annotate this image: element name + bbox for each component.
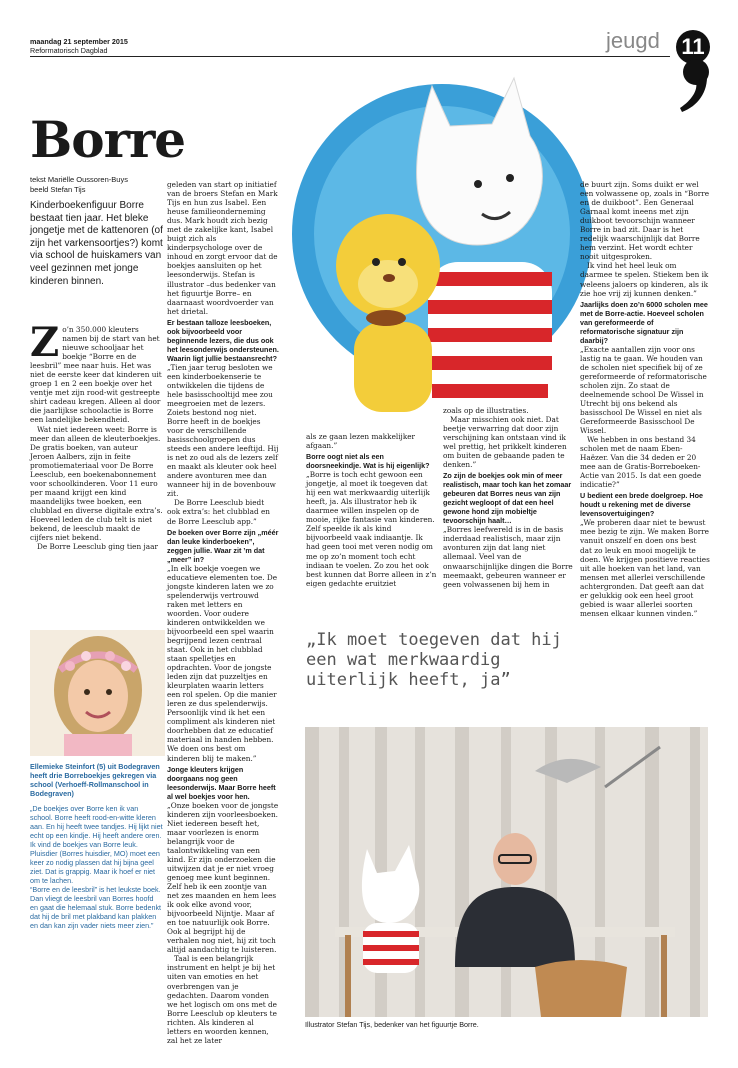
publication-date: maandag 21 september 2015 bbox=[30, 37, 128, 46]
interview-question: Er bestaan talloze leesboeken, ook bijvoorbeeld voor beginnende lezers, die dus ook het leesonderwijs ondersteunen. Waarin ligt jullie bestaansrecht? bbox=[167, 317, 279, 363]
child-quote: „De boekjes over Borre ken ik van school. Borre heeft rood-en-witte kleren aan. En hij heeft twee tandjes. Hij lijkt niet echt op een kindje. Hij heeft andere oren. bbox=[30, 804, 163, 840]
paragraph: Taal is een belangrijk instrument en helpt je bij het uiten van emoties en het overbrengen van je gedachten. Daarom vonden we het logisch om ons met de Borre Leesclub op kleuters te richten. Als kinderen al letters en woorden kennen, zal het ze later bbox=[167, 954, 278, 1045]
paragraph: als ze gaan lezen makkelijker afgaan.” bbox=[306, 432, 416, 451]
child-caption bbox=[30, 762, 163, 930]
paragraph: Wat niet iedereen weet: Borre is meer dan alleen de kleuterboekjes. De gratis boeken, van auteur Jeroen Aalbers, zijn in feite promotiemateriaal voor De Borre Leesclub, een boekenabonnement voor schoolkinderen. Voor 11 euro per maand krijgt een kind maandelijks twee boeken, een clubblad en diverse digitale extra’s. Hoeveel leden de club telt is niet bekend, de leesclub maakt de cijfers niet bekend. bbox=[30, 424, 163, 543]
column-5 bbox=[580, 180, 710, 618]
credit-image: beeld Stefan Tijs bbox=[30, 184, 86, 194]
headline: Borre bbox=[30, 110, 186, 169]
interview-question: Borre oogt niet als een doorsneekindje. Wat is hij eigenlijk? bbox=[306, 452, 430, 471]
interview-question: De boeken over Borre zijn „méér dan leuke kinderboeken”, zeggen jullie. Waar zit ’m dat „meer” in? bbox=[167, 527, 279, 564]
column-2 bbox=[167, 180, 279, 1045]
child-quote: Ik vind de boekjes van Borre leuk. Pluisdier (Borres huisdier, MO) moet een keer zo nodig plassen dat hij bijna geel ziet. Dat is grappig. Maar ik hoef er niet om te lachen. bbox=[30, 840, 160, 885]
newspaper-name: Reformatorisch Dagblad bbox=[30, 46, 108, 55]
column-1 bbox=[30, 319, 163, 552]
page-number: 11 bbox=[676, 30, 710, 64]
paragraph: De Borre Leesclub biedt ook extra’s: het clubblad en de Borre Leesclub app.” bbox=[167, 498, 270, 526]
paragraph: De Borre Leesclub ging tien jaar bbox=[37, 542, 158, 552]
interview-question: Jonge kleuters krijgen doorgaans nog geen leesonderwijs. Maar Borre heeft al wel boekjes voor hen. bbox=[167, 764, 276, 801]
child-photo bbox=[30, 630, 165, 756]
pull-quote: „Ik moet toegeven dat hij een wat merkwaardig uiterlijk heeft, ja” bbox=[306, 630, 562, 690]
paragraph: „Borre is toch echt gewoon een jongetje, al moet ik toegeven dat hij een wat merkwaardig uiterlijk heeft, ja. Als illustrator heb ik daarmee willen inspelen op de mooie, rijke fantasie van kinderen. Zelf speelde ik als kind bijvoorbeeld vaak indiaantje. Ik had geen tooi met veren nodig om me op zo’n moment toch echt indiaan te voelen. Zo zou het ook best kunnen dat Borre alleen in z’n eigen gedachte eruitziet bbox=[306, 470, 437, 588]
paragraph: „In elk boekje voegen we educatieve elementen toe. De jongste kinderen laten we zo spelenderwijs vertrouwd raken met letters en woorden. Voor oudere kinderen ontwikkelden we bijvoorbeeld een spel waarin begrijpend lezen centraal staat. Ook in het clubblad staan spelletjes en opdrachten. Voor de jongste leden zijn dat puzzeltjes en kleurplaten waarin letters een rol spelen. Op die manier leren ze dus spelenderwijs. Persoonlijk vind ik het een compliment als kinderen niet doorhebben dat ze educatief materiaal in handen hebben. We doen ons best om kinderen blij te maken.” bbox=[167, 563, 278, 763]
paragraph: „Borres leefwereld is in de basis inderdaad realistisch, maar zijn avonturen zijn dat lang niet allemaal. Veel van de onwaarschijnlijke dingen die Borre meemaakt, gebeuren wanneer er geen volwassenen bij hem in bbox=[443, 525, 573, 589]
interview-question: U bedient een brede doelgroep. Hoe houdt u rekening met de diverse levensovertuigingen? bbox=[580, 491, 704, 519]
paragraph: „Tien jaar terug besloten we een kinderboekenserie te ontwikkelen die tijdens de hele basisschooltijd mee zou meegroeien met de lezers. Zoiets bestond nog niet. Borre heeft in de boekjes voor de verschillende basisschoolgroepen dus steeds een andere leeftijd. Hij is net zo oud als de lezers zelf en maakt als kleuter ook heel andere avonturen mee dan wanneer hij in de bovenbouw zit. bbox=[167, 362, 279, 499]
header-rule bbox=[30, 56, 670, 57]
credit-text: tekst Mariëlle Oussoren-Buys bbox=[30, 175, 128, 184]
child-caption-title: Ellemieke Steinfort (5) uit Bodegraven heeft drie Borreboekjes gekregen via school (Verhoeff-Rollmanschool in Bodegraven) bbox=[30, 762, 160, 798]
child-quote: “Borre en de leesbril” is het leukste boek. Dan vliegt de leesbril van Borres hoofd en gaat die helemaal stuk. Borre bedenkt dat hij de bril met plakband kan plakken en dan kan zijn vader niets meer zien.” bbox=[30, 885, 162, 930]
paragraph: Ik vind het heel leuk om daarmee te spelen. Stiekem ben ik weleens jaloers op kinderen, als ik zie hoe vrij zij kunnen denken.” bbox=[580, 261, 709, 298]
drop-cap: Z bbox=[30, 319, 60, 366]
paragraph: „We proberen daar niet te bewust mee bezig te zijn. We maken Borre vanuit onszelf en doen ons best dat zo leuk en mooi mogelijk te doen. We krijgen positieve reacties uit alle hoeken van het land, van mensen met allerlei verschillende achtergronden. Dat geeft aan dat er gelukkig ook een heel groot gebied is waar allerlei soorten mensen elkaar kunnen vinden.” bbox=[580, 518, 710, 618]
illustrator-photo bbox=[305, 727, 708, 1017]
paragraph: We hebben in ons bestand 34 scholen met de naam Eben-Haëzer. Van die 34 deden er 20 mee aan de Gratis-Borreboeken-Actie van 2015. Is dat een goede indicatie?” bbox=[580, 435, 702, 490]
column-4 bbox=[443, 406, 575, 589]
paragraph: Maar misschien ook niet. Dat beetje verwarring dat door zijn verschijning kan ontstaan vind ik wel prettig, het prikkelt kinderen om buiten de gebaande paden te denken.” bbox=[443, 415, 567, 470]
paragraph: zoals op de illustraties. bbox=[443, 406, 529, 415]
paragraph: „Onze boeken voor de jongste kinderen zijn voorleesboeken. Niet iedereen beseft het, maar voorlezen is enorm belangrijk voor de taalontwikkeling van een kind. Er zijn onderzoeken die uitwijzen dat je er niet vroeg genoeg mee kunt beginnen. Zelf heb ik een zoontje van net zes maanden en hem lees ik ook elke avond voor, bijvoorbeeld Nijntje. Maar af en toe natuurlijk ook Borre. Ook al begrijpt hij de verhalen nog niet, hij zit toch altijd aandachtig te luisteren. bbox=[167, 800, 279, 955]
photo-caption: Illustrator Stefan Tijs, bedenker van het figuurtje Borre. bbox=[305, 1020, 479, 1029]
credits bbox=[30, 175, 128, 194]
section-name: jeugd bbox=[606, 28, 660, 53]
borre-illustration bbox=[282, 66, 600, 416]
interview-question: Zo zijn de boekjes ook min of meer realistisch, maar toch kan het zomaar gebeuren dat Borres neus van zijn gezicht wegloopt of dat een heel gewone hond zijn mobieltje tevoorschijn haalt… bbox=[443, 471, 572, 526]
paragraph: geleden van start op initiatief van de broers Stefan en Mark Tijs en hun zus Isabel. Een heuse familieonderneming dus. Mark houdt zich bezig met de zakelijke kant, Isabel buigt zich als kinderpsychologe over de inhoud en zorgt ervoor dat de boekjes aansluiten op het leesonderwijs. Stefan is illustrator –dus bedenker van het figuurtje Borre– en daarnaast woordvoerder van het drietal. bbox=[167, 180, 278, 316]
paragraph: de buurt zijn. Soms duikt er wel een volwassene op, zoals in “Borre en de duikboot”. Een Generaal Garnaal komt ineens met zijn duikboot tevoorschijn wanneer Borre in bad zit. Daar is het redelijk waarschijnlijk dat Borre hem verzint. Het wordt echter nooit uitgesproken. bbox=[580, 180, 710, 262]
comma-ornament bbox=[674, 56, 718, 116]
intro-text: Kinderboekenfiguur Borre bestaat tien jaar. Het bleke jongetje met de kattenoren (of zijn het varkensoortjes?) komt via school de huiskamers van veel gezinnen met jonge kinderen binnen. bbox=[30, 200, 163, 287]
interview-question: Jaarlijks doen zo’n 6000 scholen mee met de Borre-actie. Hoeveel scholen van gereformeerde of reformatorische signatuur zijn daarbij? bbox=[580, 299, 708, 345]
column-3 bbox=[306, 432, 438, 588]
paragraph: Zo’n 350.000 kleuters namen bij de start van het nieuwe schooljaar het boekje “Borre en de leesbril” mee naar huis. Het was niet de eerste keer dat kinderen uit groep 1 en 2 een boekje over het ventje met zijn rood-wit gestreepte shirt cadeau kregen. Alleen al door die jaarlijkse schoolactie is Borre een landelijke bekendheid. bbox=[30, 319, 162, 425]
paragraph: „Exacte aantallen zijn voor ons lastig na te gaan. We houden van de scholen niet specifiek bij of ze gereformeerde of reformatorische scholen zijn. Zo staat de deelnemende school De Wissel in Utrecht bij ons bekend als basisschool De Wissel en niet als Gereformeerde Basisschool De Wissel. bbox=[580, 344, 707, 436]
